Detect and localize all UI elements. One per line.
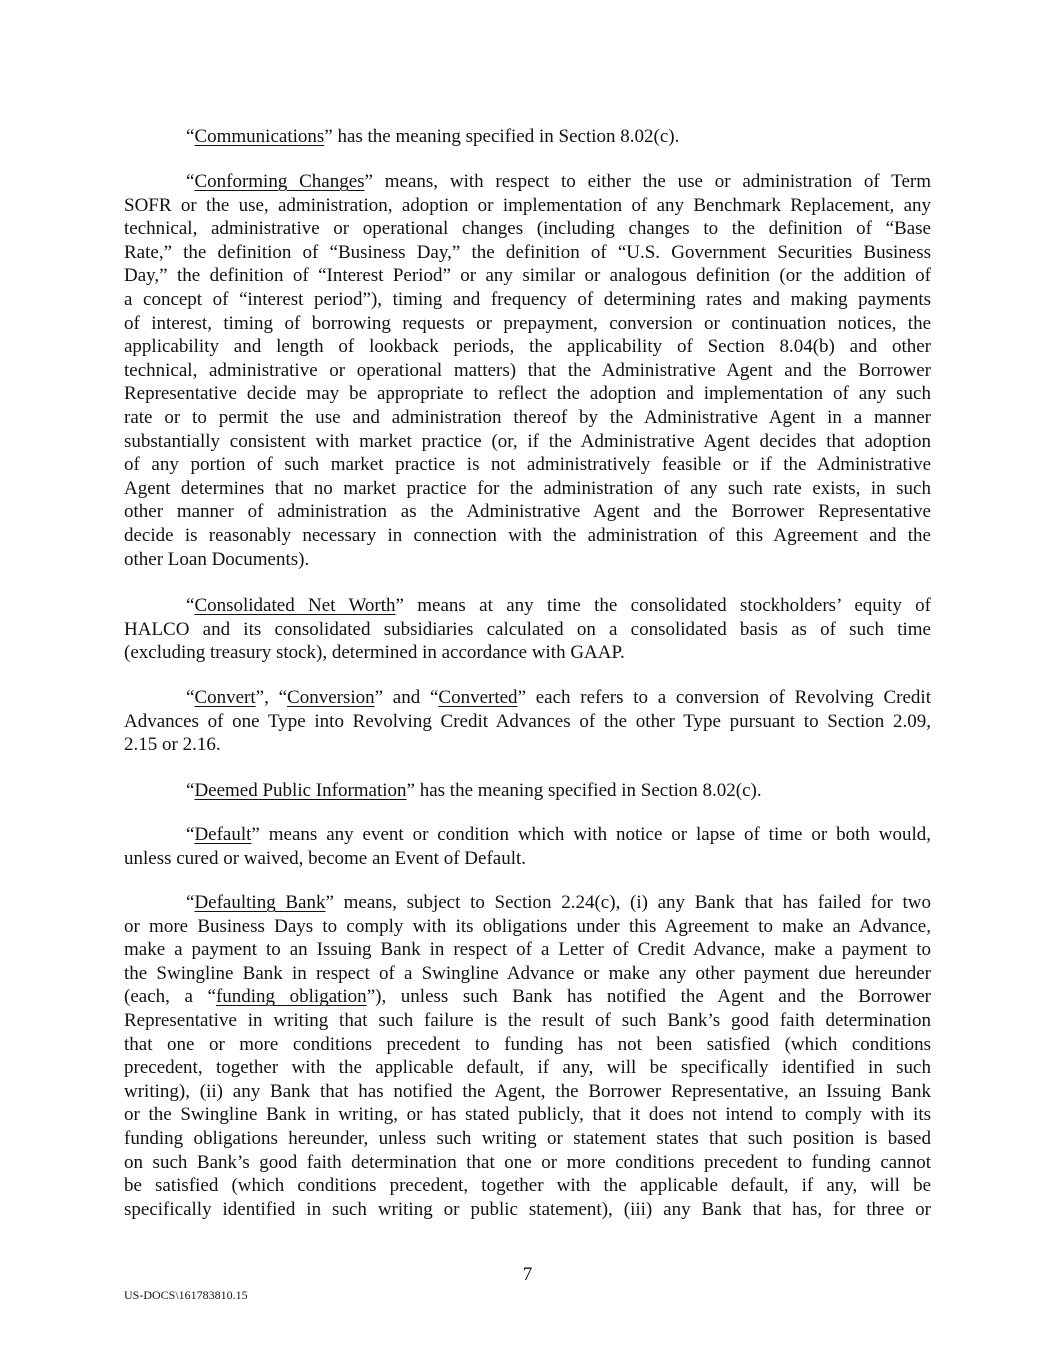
- text-line: “Consolidated Net Worth” means at any time the consolidated stockholders’ equity of: [186, 595, 931, 616]
- defined-term: Communications: [194, 126, 325, 147]
- footer-document-id: US-DOCS\161783810.15: [124, 1288, 248, 1302]
- text-line: make a payment to an Issuing Bank in respect of a Letter of Credit Advance, make a payment to: [124, 939, 931, 961]
- text-line: rate or to permit the use and administration thereof by the Administrative Agent in a manner: [124, 407, 931, 428]
- defined-term: funding obligation: [215, 986, 367, 1008]
- text-line: “Communications” has the meaning specified in Section 8.02(c).: [186, 126, 680, 147]
- text-line: writing), (ii) any Bank that has notified the Agent, the Borrower Representative, an Issuing Bank: [124, 1080, 931, 1102]
- text-line: Agent determines that no market practice for the administration of any such rate exists, in such: [124, 477, 931, 499]
- defined-term: Defaulting Bank: [194, 892, 326, 913]
- text-line: SOFR or the use, administration, adoption or implementation of any Benchmark Replacement, any: [124, 194, 931, 216]
- text-line: Advances of one Type into Revolving Credit Advances of the other Type pursuant to Section 2.09,: [124, 710, 931, 732]
- text-line: the Swingline Bank in respect of a Swingline Advance or make any other payment due hereunder: [124, 962, 931, 984]
- text-line: unless cured or waived, become an Event of Default.: [124, 847, 527, 869]
- text-line: “Convert”, “Conversion” and “Converted” each refers to a conversion of Revolving Credit: [186, 687, 931, 708]
- text-line: be satisfied (which conditions precedent, together with the applicable default, if any, will be: [124, 1175, 931, 1197]
- defined-term: Conforming Changes: [194, 171, 365, 192]
- text-line: “Default” means any event or condition which with notice or lapse of time or both would,: [186, 824, 931, 845]
- text-line: substantially consistent with market practice (or, if the Administrative Agent decides that adoption: [124, 430, 931, 452]
- text-line: Representative in writing that such failure is the result of such Bank’s good faith determination: [124, 1010, 931, 1031]
- defined-term: Consolidated Net Worth: [194, 595, 396, 616]
- text-line: that one or more conditions precedent to funding has not been satisfied (which conditions: [124, 1033, 931, 1055]
- text-line: (each, a “funding obligation”), unless such Bank has notified the Agent and the Borrower: [124, 986, 932, 1008]
- text-line: Representative decide may be appropriate to reflect the adoption and implementation of any such: [124, 383, 931, 405]
- text-line: Rate,” the definition of “Business Day,” the definition of “U.S. Government Securities Business: [124, 241, 931, 263]
- text-line: or the Swingline Bank in writing, or has stated publicly, that it does not intend to comply with its: [124, 1104, 931, 1126]
- text-line: other Loan Documents).: [124, 548, 310, 570]
- text-line: on such Bank’s good faith determination that one or more conditions precedent to funding cannot: [124, 1151, 931, 1173]
- text-line: applicability and length of lookback periods, the applicability of Section 8.04(b) and other: [124, 336, 931, 358]
- page-number: 7: [522, 1264, 533, 1285]
- text-line: precedent, together with the applicable default, if any, will be specifically identified in such: [124, 1057, 931, 1079]
- text-line: “Defaulting Bank” means, subject to Section 2.24(c), (i) any Bank that has failed for two: [186, 892, 931, 913]
- defined-term: Converted: [438, 687, 518, 708]
- defined-term: Deemed Public Information: [194, 780, 407, 801]
- text-line: technical, administrative or operational matters) that the Administrative Agent and the Borrower: [124, 359, 931, 381]
- text-line: “Conforming Changes” means, with respect to either the use or administration of Term: [186, 171, 931, 192]
- defined-term: Conversion: [287, 687, 375, 708]
- text-line: 2.15 or 2.16.: [124, 734, 221, 756]
- text-line: of any portion of such market practice is not administratively feasible or if the Administrative: [124, 454, 931, 476]
- defined-term: Convert: [194, 687, 256, 708]
- text-line: Day,” the definition of “Interest Period” or any similar or analogous definition (or the addition of: [124, 265, 931, 287]
- text-line: or more Business Days to comply with its obligations under this Agreement to make an Advance,: [124, 915, 931, 937]
- text-line: “Deemed Public Information” has the meaning specified in Section 8.02(c).: [186, 780, 762, 801]
- text-line: technical, administrative or operational changes (including changes to the definition of “Base: [124, 218, 931, 240]
- text-line: (excluding treasury stock), determined in accordance with GAAP.: [124, 642, 625, 664]
- text-line: specifically identified in such writing or public statement), (iii) any Bank that has, for three or: [124, 1198, 931, 1220]
- text-line: a concept of “interest period”), timing and frequency of determining rates and making payments: [124, 289, 931, 310]
- text-line: decide is reasonably necessary in connection with the administration of this Agreement and the: [124, 525, 931, 546]
- text-line: other manner of administration as the Administrative Agent and the Borrower Representative: [124, 501, 931, 523]
- text-line: funding obligations hereunder, unless such writing or statement states that such position is based: [124, 1128, 931, 1149]
- text-line: HALCO and its consolidated subsidiaries calculated on a consolidated basis as of such time: [124, 618, 931, 640]
- defined-term: Default: [194, 824, 252, 845]
- text-line: of interest, timing of borrowing requests or prepayment, conversion or continuation notices, the: [124, 312, 931, 334]
